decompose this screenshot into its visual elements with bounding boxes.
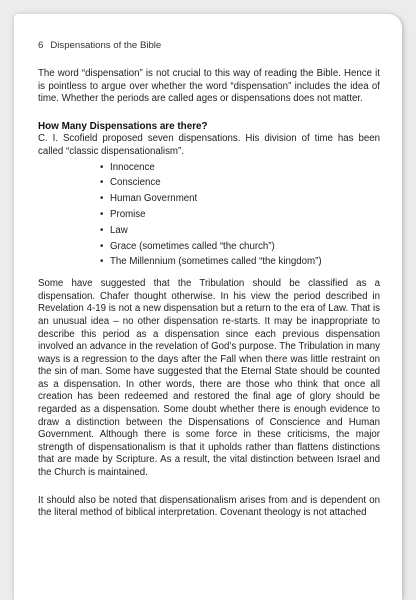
page-number: 6 bbox=[38, 40, 44, 51]
list-item: • The Millennium (sometimes called “the kingdom”) bbox=[100, 254, 380, 270]
list-item: • Innocence bbox=[100, 160, 380, 176]
scofield-paragraph: C. I. Scofield proposed seven dispensations. His division of time has been called “classic dispensationalism”. bbox=[38, 133, 380, 157]
intro-paragraph: The word “dispensation” is not crucial to this way of reading the Bible. Hence it is pointless to argue over whether the word “dispensation” includes the idea of time. Whether the periods are called ages or dispensations does not matter. bbox=[38, 68, 380, 105]
section-heading: How Many Dispensations are there? bbox=[38, 120, 208, 132]
list-item: • Conscience bbox=[100, 175, 380, 191]
closing-paragraph: It should also be noted that dispensationalism arises from and is dependent on the literal method of biblical interpretation. Covenant theology is not attached bbox=[38, 494, 380, 519]
tribulation-paragraph: Some have suggested that the Tribulation should be classified as a dispensation. Chafer thought otherwise. In his view the period described in Revelation 4-19 is not a new dispensation but a return to the era of Law. That is an unusual idea – no other dispensation re-starts. It may be inappropriate to describe this period as a dispensation since each previous dispensation involved an advance in the revelation of God’s purpose. The Tribulation in many ways is a regression to the days after the Fall when there was little restraint on the sin of man. Some have suggested that the Eternal State should be counted as a dispensation. In other words, there are those who think that once all creation has been redeemed and restored the final age of glory should be regarded as a dispensation. Some doubt whether there is enough evidence to draw a distinction between the Dispensations of Conscience and Human Government. Although there is some force in these criticisms, the major strength of dispensationalism is that it upholds rather than flattens distinctions that are made by Scripture. As a result, the vital distinction between Israel and the Church is maintained. bbox=[38, 278, 380, 479]
list-item: • Promise bbox=[100, 207, 380, 223]
dispensation-list bbox=[38, 160, 380, 271]
list-item: • Law bbox=[100, 223, 380, 239]
running-title: Dispensations of the Bible bbox=[50, 40, 162, 51]
list-item: • Grace (sometimes called “the church”) bbox=[100, 239, 380, 255]
book-page bbox=[14, 14, 402, 600]
running-header bbox=[38, 40, 161, 51]
list-item: • Human Government bbox=[100, 191, 380, 207]
page-body bbox=[38, 68, 380, 520]
